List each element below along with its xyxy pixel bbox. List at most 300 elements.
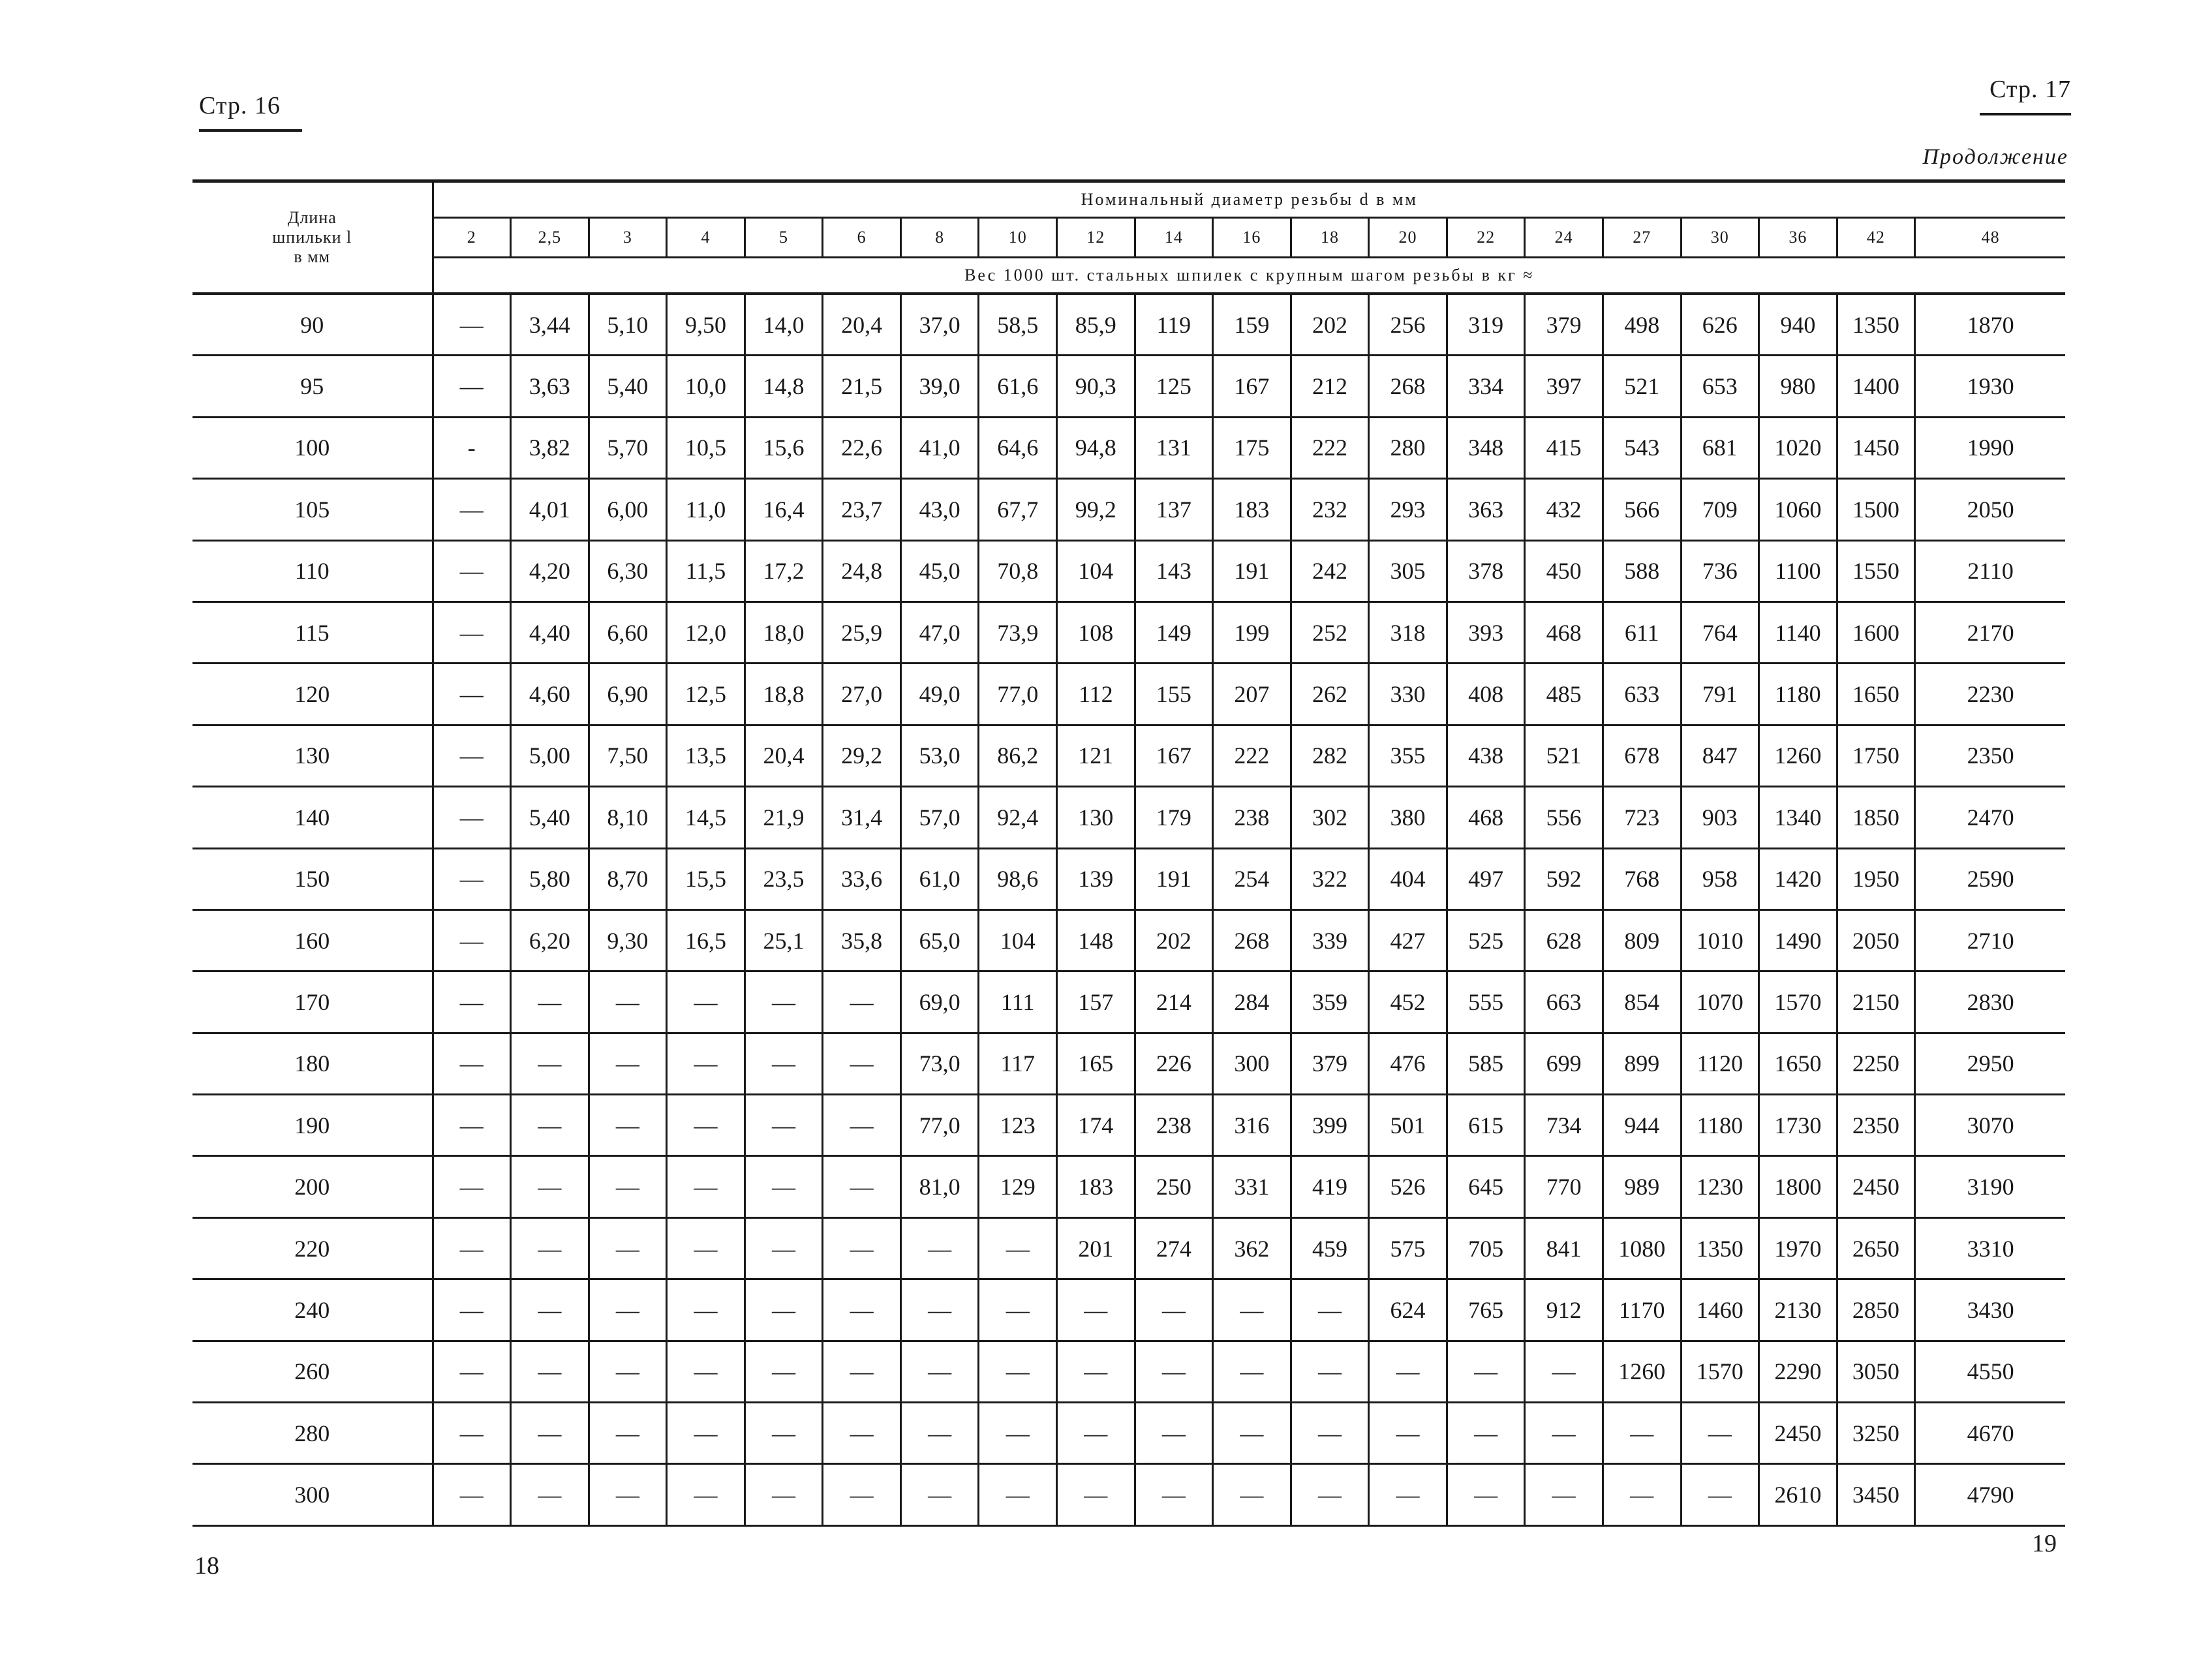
weight-cell: 17,2 xyxy=(745,540,823,602)
weight-cell: — xyxy=(667,1095,745,1156)
weight-cell: 1350 xyxy=(1837,294,1915,356)
weight-cell: 175 xyxy=(1213,417,1291,478)
table-row xyxy=(192,1279,2065,1341)
weight-cell: 92,4 xyxy=(979,787,1057,848)
weight-cell: 159 xyxy=(1213,294,1291,356)
weight-cell: 167 xyxy=(1213,356,1291,417)
weight-cell: 148 xyxy=(1057,909,1135,971)
weight-cell: 174 xyxy=(1057,1095,1135,1156)
weight-cell: 1570 xyxy=(1759,971,1837,1033)
weight-cell: 274 xyxy=(1135,1217,1213,1279)
weight-cell: 468 xyxy=(1525,602,1603,663)
table-row xyxy=(192,909,2065,971)
weight-cell: 4670 xyxy=(1915,1403,2065,1464)
weight-cell: — xyxy=(1291,1279,1369,1341)
weight-cell: 24,8 xyxy=(823,540,901,602)
weight-cell: 256 xyxy=(1369,294,1447,356)
weight-cell: 1500 xyxy=(1837,479,1915,540)
weight-cell: 543 xyxy=(1603,417,1681,478)
weight-cell: 73,9 xyxy=(979,602,1057,663)
diameter-header-18: 18 xyxy=(1291,218,1369,258)
weight-cell: 1570 xyxy=(1681,1341,1759,1402)
weight-cell: — xyxy=(433,1217,511,1279)
weight-cell: 305 xyxy=(1369,540,1447,602)
weight-cell: 2710 xyxy=(1915,909,2065,971)
weight-cell: — xyxy=(823,1095,901,1156)
weight-cell: 2450 xyxy=(1759,1403,1837,1464)
weight-cell: — xyxy=(589,1403,667,1464)
length-cell: 200 xyxy=(192,1156,433,1217)
weight-cell: — xyxy=(823,1341,901,1402)
weight-cell: — xyxy=(667,1279,745,1341)
weight-cell: 43,0 xyxy=(900,479,979,540)
diameter-header-24: 24 xyxy=(1525,218,1603,258)
weight-cell: 944 xyxy=(1603,1095,1681,1156)
weight-cell: — xyxy=(1135,1464,1213,1525)
weight-cell: — xyxy=(1447,1403,1525,1464)
weight-cell: 214 xyxy=(1135,971,1213,1033)
weight-cell: 6,20 xyxy=(511,909,589,971)
weight-cell: — xyxy=(667,1217,745,1279)
weight-cell: — xyxy=(433,1403,511,1464)
weight-cell: — xyxy=(745,1217,823,1279)
weight-cell: — xyxy=(1213,1279,1291,1341)
weight-cell: 2150 xyxy=(1837,971,1915,1033)
weight-cell: 770 xyxy=(1525,1156,1603,1217)
weight-cell: — xyxy=(979,1217,1057,1279)
weight-cell: — xyxy=(1213,1403,1291,1464)
weight-cell: 1020 xyxy=(1759,417,1837,478)
weight-cell: 268 xyxy=(1213,909,1291,971)
weight-cell: — xyxy=(1135,1341,1213,1402)
weight-cell: 131 xyxy=(1135,417,1213,478)
diameter-header-3: 3 xyxy=(589,218,667,258)
weight-cell: 2450 xyxy=(1837,1156,1915,1217)
weight-cell: 521 xyxy=(1525,725,1603,786)
weight-cell: 3310 xyxy=(1915,1217,2065,1279)
weight-cell: — xyxy=(1447,1341,1525,1402)
weight-cell: — xyxy=(433,1279,511,1341)
weight-cell: 201 xyxy=(1057,1217,1135,1279)
weight-cell: 575 xyxy=(1369,1217,1447,1279)
weight-cell: 9,50 xyxy=(667,294,745,356)
weight-cell: 25,1 xyxy=(745,909,823,971)
weight-cell: 280 xyxy=(1369,417,1447,478)
length-cell: 170 xyxy=(192,971,433,1033)
weight-cell: 23,5 xyxy=(745,848,823,909)
weight-cell: — xyxy=(1057,1403,1135,1464)
weight-cell: 37,0 xyxy=(900,294,979,356)
diameter-header-14: 14 xyxy=(1135,218,1213,258)
weight-cell: — xyxy=(1291,1403,1369,1464)
weight-cell: — xyxy=(1057,1279,1135,1341)
weight-cell: 119 xyxy=(1135,294,1213,356)
weight-cell: 1750 xyxy=(1837,725,1915,786)
weight-cell: 566 xyxy=(1603,479,1681,540)
weight-cell: 989 xyxy=(1603,1156,1681,1217)
weight-cell: — xyxy=(1291,1341,1369,1402)
weight-cell: 1420 xyxy=(1759,848,1837,909)
weight-cell: 2350 xyxy=(1915,725,2065,786)
weight-cell: — xyxy=(1369,1341,1447,1402)
weight-cell: 399 xyxy=(1291,1095,1369,1156)
weight-cell: 85,9 xyxy=(1057,294,1135,356)
weight-cell: — xyxy=(1369,1403,1447,1464)
weight-cell: — xyxy=(433,479,511,540)
weight-cell: 125 xyxy=(1135,356,1213,417)
left-page-number-header: Стр. 16 xyxy=(199,91,302,132)
weight-cell: — xyxy=(1135,1279,1213,1341)
weight-cell: 6,00 xyxy=(589,479,667,540)
weight-cell: 70,8 xyxy=(979,540,1057,602)
weight-cell: 29,2 xyxy=(823,725,901,786)
stud-weight-table xyxy=(192,179,2065,1527)
weight-cell: 2110 xyxy=(1915,540,2065,602)
weight-cell: 415 xyxy=(1525,417,1603,478)
weight-cell: 1260 xyxy=(1603,1341,1681,1402)
weight-cell: 61,0 xyxy=(900,848,979,909)
weight-cell: 238 xyxy=(1135,1095,1213,1156)
weight-cell: 179 xyxy=(1135,787,1213,848)
weight-cell: 3450 xyxy=(1837,1464,1915,1525)
weight-cell: 18,0 xyxy=(745,602,823,663)
weight-cell: 99,2 xyxy=(1057,479,1135,540)
table-row xyxy=(192,1033,2065,1094)
weight-cell: — xyxy=(745,1341,823,1402)
weight-cell: 20,4 xyxy=(823,294,901,356)
weight-cell: 49,0 xyxy=(900,664,979,725)
weight-cell: 1260 xyxy=(1759,725,1837,786)
weight-cell: 3,63 xyxy=(511,356,589,417)
weight-cell: 633 xyxy=(1603,664,1681,725)
length-cell: 160 xyxy=(192,909,433,971)
weight-cell: 254 xyxy=(1213,848,1291,909)
weight-cell: — xyxy=(433,971,511,1033)
table-row xyxy=(192,1156,2065,1217)
weight-cell: 207 xyxy=(1213,664,1291,725)
weight-cell: 958 xyxy=(1681,848,1759,909)
weight-cell: 191 xyxy=(1213,540,1291,602)
weight-cell: 183 xyxy=(1057,1156,1135,1217)
weight-cell: 331 xyxy=(1213,1156,1291,1217)
weight-cell: 2610 xyxy=(1759,1464,1837,1525)
weight-cell: 73,0 xyxy=(900,1033,979,1094)
left-folio: 18 xyxy=(194,1552,219,1580)
weight-cell: 663 xyxy=(1525,971,1603,1033)
weight-cell: 645 xyxy=(1447,1156,1525,1217)
weight-cell: — xyxy=(589,971,667,1033)
weight-cell: 397 xyxy=(1525,356,1603,417)
weight-cell: 123 xyxy=(979,1095,1057,1156)
weight-cell: 35,8 xyxy=(823,909,901,971)
weight-cell: 1450 xyxy=(1837,417,1915,478)
length-cell: 90 xyxy=(192,294,433,356)
weight-cell: — xyxy=(589,1217,667,1279)
weight-cell: 77,0 xyxy=(979,664,1057,725)
diameter-header-30: 30 xyxy=(1681,218,1759,258)
weight-cell: 149 xyxy=(1135,602,1213,663)
length-cell: 180 xyxy=(192,1033,433,1094)
weight-cell: 58,5 xyxy=(979,294,1057,356)
weight-cell: 427 xyxy=(1369,909,1447,971)
weight-cell: — xyxy=(979,1279,1057,1341)
weight-cell: — xyxy=(433,1464,511,1525)
weight-cell: 1230 xyxy=(1681,1156,1759,1217)
weight-cell: 854 xyxy=(1603,971,1681,1033)
table-row xyxy=(192,294,2065,356)
weight-cell: 5,40 xyxy=(589,356,667,417)
table-row xyxy=(192,848,2065,909)
weight-cell: 2050 xyxy=(1837,909,1915,971)
diameter-header-36: 36 xyxy=(1759,218,1837,258)
weight-cell: — xyxy=(1603,1464,1681,1525)
weight-cell: 155 xyxy=(1135,664,1213,725)
weight-cell: — xyxy=(900,1403,979,1464)
weight-cell: 592 xyxy=(1525,848,1603,909)
weight-cell: — xyxy=(1447,1464,1525,1525)
weight-cell: — xyxy=(900,1279,979,1341)
table-row xyxy=(192,1095,2065,1156)
weight-cell: — xyxy=(1057,1464,1135,1525)
weight-cell: — xyxy=(511,1217,589,1279)
weight-cell: 459 xyxy=(1291,1217,1369,1279)
diameter-header-8: 8 xyxy=(900,218,979,258)
weight-cell: 841 xyxy=(1525,1217,1603,1279)
weight-cell: 379 xyxy=(1291,1033,1369,1094)
weight-cell: 226 xyxy=(1135,1033,1213,1094)
weight-cell: 4,40 xyxy=(511,602,589,663)
weight-cell: 1850 xyxy=(1837,787,1915,848)
weight-cell: 468 xyxy=(1447,787,1525,848)
weight-cell: — xyxy=(823,971,901,1033)
weight-cell: — xyxy=(1525,1341,1603,1402)
weight-cell: 615 xyxy=(1447,1095,1525,1156)
weight-cell: 4,20 xyxy=(511,540,589,602)
weight-cell: 16,4 xyxy=(745,479,823,540)
length-cell: 140 xyxy=(192,787,433,848)
weight-cell: 6,30 xyxy=(589,540,667,602)
weight-cell: 485 xyxy=(1525,664,1603,725)
weight-cell: 380 xyxy=(1369,787,1447,848)
diameter-header-row xyxy=(192,218,2065,258)
weight-cell: — xyxy=(667,1033,745,1094)
weight-cell: 1650 xyxy=(1759,1033,1837,1094)
weight-cell: 1990 xyxy=(1915,417,2065,478)
weight-cell: 2850 xyxy=(1837,1279,1915,1341)
weight-cell: 379 xyxy=(1525,294,1603,356)
weight-cell: — xyxy=(589,1279,667,1341)
weight-cell: — xyxy=(433,1341,511,1402)
weight-cell: — xyxy=(1057,1341,1135,1402)
weight-cell: 359 xyxy=(1291,971,1369,1033)
weight-cell: 378 xyxy=(1447,540,1525,602)
weight-cell: — xyxy=(823,1279,901,1341)
weight-cell: — xyxy=(433,356,511,417)
weight-cell: 2050 xyxy=(1915,479,2065,540)
weight-cell: 3430 xyxy=(1915,1279,2065,1341)
weight-cell: 404 xyxy=(1369,848,1447,909)
weight-cell: 199 xyxy=(1213,602,1291,663)
weight-cell: — xyxy=(667,1341,745,1402)
weight-cell: — xyxy=(667,1464,745,1525)
diameter-header-4: 4 xyxy=(667,218,745,258)
weight-cell: 5,70 xyxy=(589,417,667,478)
weight-cell: 681 xyxy=(1681,417,1759,478)
weight-cell: 11,0 xyxy=(667,479,745,540)
weight-cell: — xyxy=(511,1156,589,1217)
weight-cell: — xyxy=(745,971,823,1033)
stud-weight-table-container xyxy=(192,179,2065,1527)
weight-cell: — xyxy=(900,1341,979,1402)
weight-cell: 5,10 xyxy=(589,294,667,356)
weight-cell: 450 xyxy=(1525,540,1603,602)
weight-cell: — xyxy=(667,1156,745,1217)
weight-cell: 39,0 xyxy=(900,356,979,417)
weight-cell: 7,50 xyxy=(589,725,667,786)
weight-cell: 1550 xyxy=(1837,540,1915,602)
weight-cell: 316 xyxy=(1213,1095,1291,1156)
weight-cell: 1010 xyxy=(1681,909,1759,971)
weight-cell: 1800 xyxy=(1759,1156,1837,1217)
weight-cell: 2650 xyxy=(1837,1217,1915,1279)
weight-cell: 1350 xyxy=(1681,1217,1759,1279)
length-label-line: шпильки l xyxy=(272,228,352,247)
diameter-header-20: 20 xyxy=(1369,218,1447,258)
length-label-line: Длина xyxy=(287,208,337,227)
length-cell: 220 xyxy=(192,1217,433,1279)
weight-cell: 2950 xyxy=(1915,1033,2065,1094)
weight-cell: 334 xyxy=(1447,356,1525,417)
weight-cell: 355 xyxy=(1369,725,1447,786)
weight-cell: 22,6 xyxy=(823,417,901,478)
weight-cell: — xyxy=(589,1033,667,1094)
weight-cell: 9,30 xyxy=(589,909,667,971)
weight-cell: 129 xyxy=(979,1156,1057,1217)
weight-cell: 86,2 xyxy=(979,725,1057,786)
weight-cell: 626 xyxy=(1681,294,1759,356)
weight-cell: — xyxy=(511,971,589,1033)
weight-cell: 191 xyxy=(1135,848,1213,909)
weight-cell: 47,0 xyxy=(900,602,979,663)
weight-cell: 555 xyxy=(1447,971,1525,1033)
weight-cell: 69,0 xyxy=(900,971,979,1033)
weight-cell: — xyxy=(823,1464,901,1525)
weight-cell: 408 xyxy=(1447,664,1525,725)
diameter-header-12: 12 xyxy=(1057,218,1135,258)
weight-cell: 27,0 xyxy=(823,664,901,725)
weight-cell: 98,6 xyxy=(979,848,1057,909)
diameter-header-2: 2 xyxy=(433,218,511,258)
length-cell: 95 xyxy=(192,356,433,417)
weight-cell: 4790 xyxy=(1915,1464,2065,1525)
weight-cell: — xyxy=(823,1217,901,1279)
weight-cell: 1460 xyxy=(1681,1279,1759,1341)
weight-cell: 588 xyxy=(1603,540,1681,602)
weight-cell: 25,9 xyxy=(823,602,901,663)
weight-cell: 318 xyxy=(1369,602,1447,663)
diameter-header-5: 5 xyxy=(745,218,823,258)
weight-cell: 903 xyxy=(1681,787,1759,848)
weight-cell: — xyxy=(667,971,745,1033)
weight-cell: 980 xyxy=(1759,356,1837,417)
weight-cell: 117 xyxy=(979,1033,1057,1094)
weight-cell: 1120 xyxy=(1681,1033,1759,1094)
weight-cell: 1080 xyxy=(1603,1217,1681,1279)
weight-cell: 2350 xyxy=(1837,1095,1915,1156)
weight-cell: 41,0 xyxy=(900,417,979,478)
diameter-header-2-5: 2,5 xyxy=(511,218,589,258)
weight-cell: 21,5 xyxy=(823,356,901,417)
weight-cell: 53,0 xyxy=(900,725,979,786)
weight-cell: 108 xyxy=(1057,602,1135,663)
weight-cell: 3190 xyxy=(1915,1156,2065,1217)
length-column-header xyxy=(192,181,433,294)
weight-cell: 77,0 xyxy=(900,1095,979,1156)
weight-cell: — xyxy=(823,1403,901,1464)
weight-cell: — xyxy=(1213,1464,1291,1525)
weight-cell: 15,6 xyxy=(745,417,823,478)
continuation-label: Продолжение xyxy=(1922,145,2068,169)
weight-cell: — xyxy=(433,725,511,786)
weight-cell: 4,60 xyxy=(511,664,589,725)
weight-cell: 3050 xyxy=(1837,1341,1915,1402)
weight-cell: 157 xyxy=(1057,971,1135,1033)
weight-cell: 15,5 xyxy=(667,848,745,909)
weight-cell: 1170 xyxy=(1603,1279,1681,1341)
length-cell: 190 xyxy=(192,1095,433,1156)
weight-cell: — xyxy=(433,602,511,663)
weight-cell: 556 xyxy=(1525,787,1603,848)
weight-cell: — xyxy=(433,294,511,356)
weight-cell: 18,8 xyxy=(745,664,823,725)
weight-cell: 104 xyxy=(979,909,1057,971)
weight-cell: 1140 xyxy=(1759,602,1837,663)
weight-cell: 1600 xyxy=(1837,602,1915,663)
weight-cell: — xyxy=(589,1095,667,1156)
weight-cell: 250 xyxy=(1135,1156,1213,1217)
length-cell: 120 xyxy=(192,664,433,725)
weight-cell: 57,0 xyxy=(900,787,979,848)
length-cell: 130 xyxy=(192,725,433,786)
weight-cell: 14,8 xyxy=(745,356,823,417)
weight-cell: 302 xyxy=(1291,787,1369,848)
weight-cell: — xyxy=(1603,1403,1681,1464)
weight-cell: 765 xyxy=(1447,1279,1525,1341)
weight-cell: 1950 xyxy=(1837,848,1915,909)
right-folio: 19 xyxy=(2032,1530,2057,1557)
weight-cell: 1650 xyxy=(1837,664,1915,725)
length-cell: 300 xyxy=(192,1464,433,1525)
weight-cell: 419 xyxy=(1291,1156,1369,1217)
diameter-header-48: 48 xyxy=(1915,218,2065,258)
weight-cell: 111 xyxy=(979,971,1057,1033)
weight-cell: 5,00 xyxy=(511,725,589,786)
weight-cell: 339 xyxy=(1291,909,1369,971)
weight-cell: — xyxy=(589,1156,667,1217)
weight-cell: 705 xyxy=(1447,1217,1525,1279)
weight-cell: 252 xyxy=(1291,602,1369,663)
table-row xyxy=(192,664,2065,725)
weight-cell: 628 xyxy=(1525,909,1603,971)
weight-cell: — xyxy=(1681,1403,1759,1464)
table-row xyxy=(192,1341,2065,1402)
weight-cell: 1180 xyxy=(1681,1095,1759,1156)
weight-cell: 14,5 xyxy=(667,787,745,848)
weight-cell: 33,6 xyxy=(823,848,901,909)
weight-cell: 2830 xyxy=(1915,971,2065,1033)
weight-cell: 5,40 xyxy=(511,787,589,848)
weight-cell: 1070 xyxy=(1681,971,1759,1033)
